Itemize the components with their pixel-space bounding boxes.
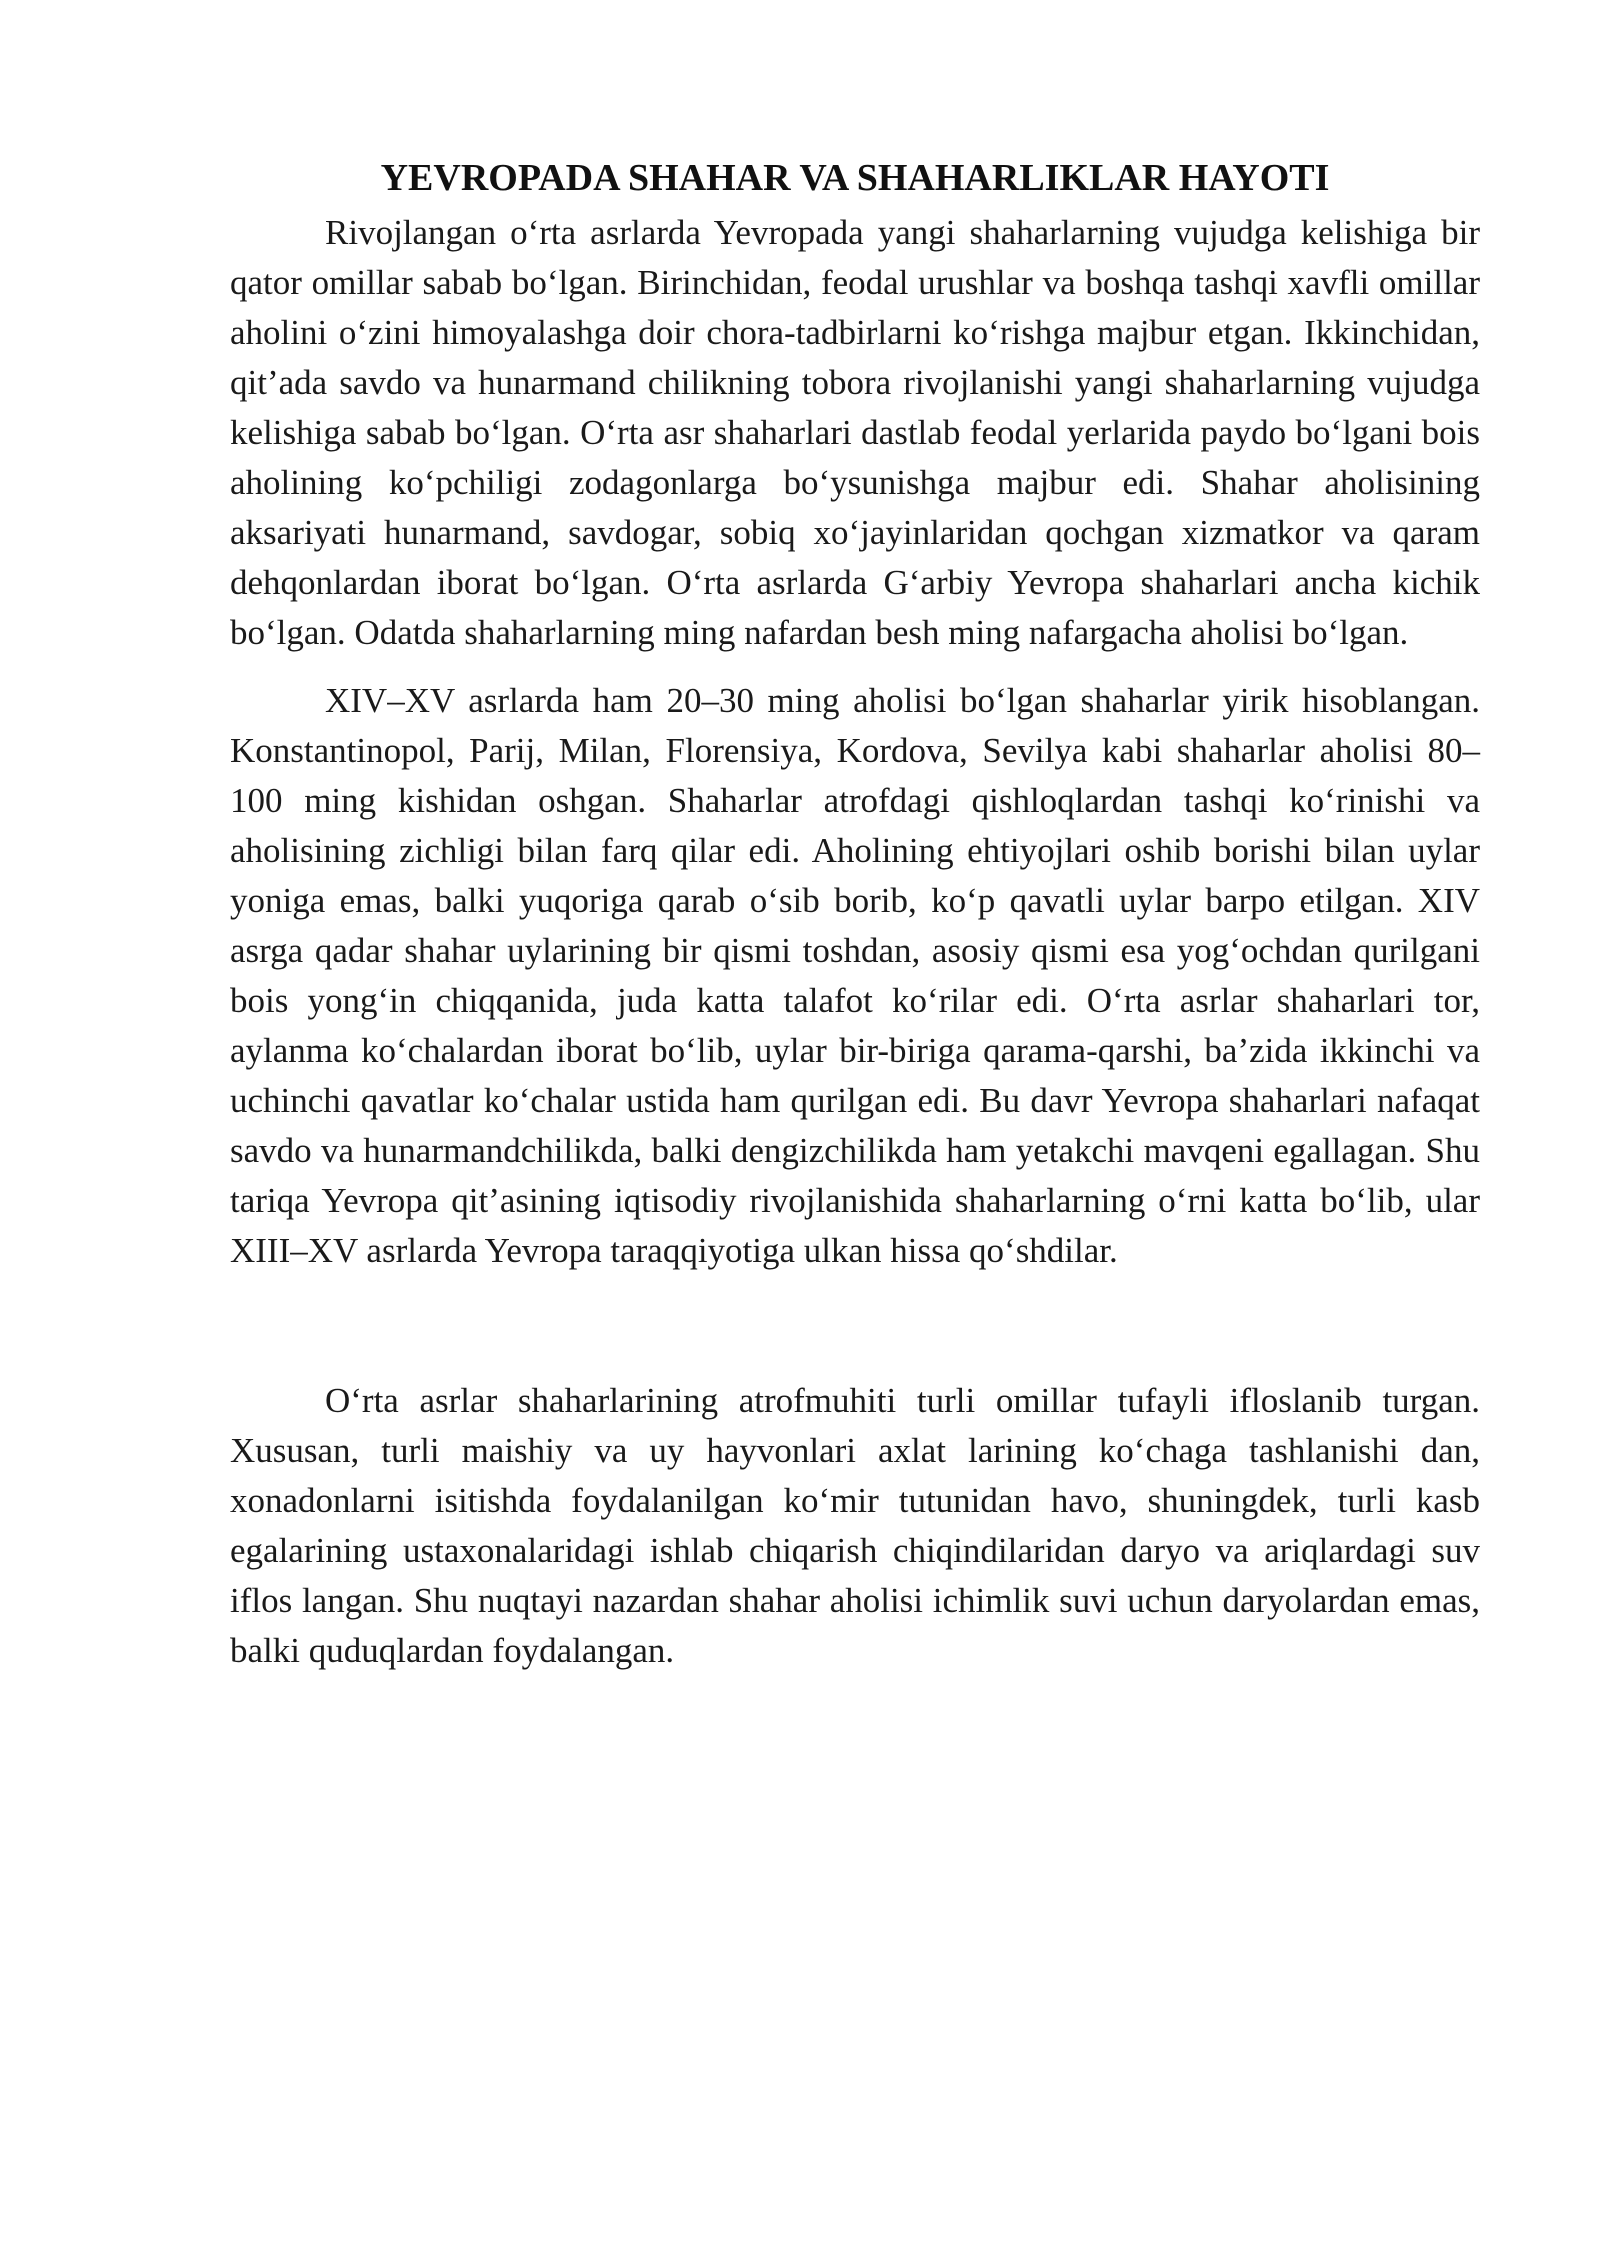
document-title: YEVROPADA SHAHAR VA SHAHARLIKLAR HAYOTI xyxy=(380,157,1330,199)
paragraph-1: Rivojlangan o‘rta asrlarda Yevropada yangi shaharlarning vujudga kelishiga bir qator omillar sabab bo‘lgan. Birinchidan, feodal urushlar va boshqa tashqi xavfli omillar aholini o‘zini himoyalashga doir chora-tadbirlarni ko‘rishga majbur etgan. Ikkinchidan, qit’ada savdo va hunarmand chilikning tobora rivojlanishi yangi shaharlarning vujudga kelishiga sabab bo‘lgan. O‘rta asr shaharlari dastlab feodal yerlarida paydo bo‘lgani bois aholining ko‘pchiligi zodagonlarga bo‘ysunishga majbur edi. Shahar aholisining aksariyati hunarmand, savdogar, sobiq xo‘jayinlaridan qochgan xizmatkor va qaram dehqonlardan iborat bo‘lgan. O‘rta asrlarda G‘arbiy Yevropa shaharlari ancha kichik bo‘lgan. Odatda shaharlarning ming nafardan besh ming nafargacha aholisi bo‘lgan. xyxy=(230,213,1480,652)
document-body xyxy=(230,150,1480,1676)
paragraph-3: O‘rta asrlar shaharlarining atrofmuhiti turli omillar tufayli ifloslanib turgan. Xususan, turli maishiy va uy hayvonlari axlat larining ko‘chaga tashlanishi dan, xonadonlarni isitishda foydalanilgan ko‘mir tutunidan havo, shuningdek, turli kasb egalarining ustaxonalaridagi ishlab chiqarish chiqindilaridan daryo va ariqlardagi suv iflos langan. Shu nuqtayi nazardan shahar aholisi ichimlik suvi uchun daryolardan emas, balki quduqlardan foydalangan. xyxy=(230,1381,1480,1670)
paragraph-2: XIV–XV asrlarda ham 20–30 ming aholisi bo‘lgan shaharlar yirik hisoblangan. Konstantinopol, Parij, Milan, Florensiya, Kordova, Sevilya kabi shaharlar aholisi 80–100 ming kishidan oshgan. Shaharlar atrofdagi qishloqlardan tashqi ko‘rinishi va aholisining zichligi bilan farq qilar edi. Aholining ehtiyojlari oshib borishi bilan uylar yoniga emas, balki yuqoriga qarab o‘sib borib, ko‘p qavatli uylar barpo etilgan. XIV asrga qadar shahar uylarining bir qismi toshdan, asosiy qismi esa yog‘ochdan qurilgani bois yong‘in chiqqanida, juda katta talafot ko‘rilar edi. O‘rta asrlar shaharlari tor, aylanma ko‘chalardan iborat bo‘lib, uylar bir-biriga qarama-qarshi, ba’zida ikkinchi va uchinchi qavatlar ko‘chalar ustida ham qurilgan edi. Bu davr Yevropa shaharlari nafaqat savdo va hunarmandchilikda, balki dengizchilikda ham yetakchi mavqeni egallagan. Shu tariqa Yevropa qit’asining iqtisodiy rivojlanishida shaharlarning o‘rni katta bo‘lib, ular XIII–XV asrlarda Yevropa taraqqiyotiga ulkan hissa qo‘shdilar. xyxy=(230,681,1480,1270)
